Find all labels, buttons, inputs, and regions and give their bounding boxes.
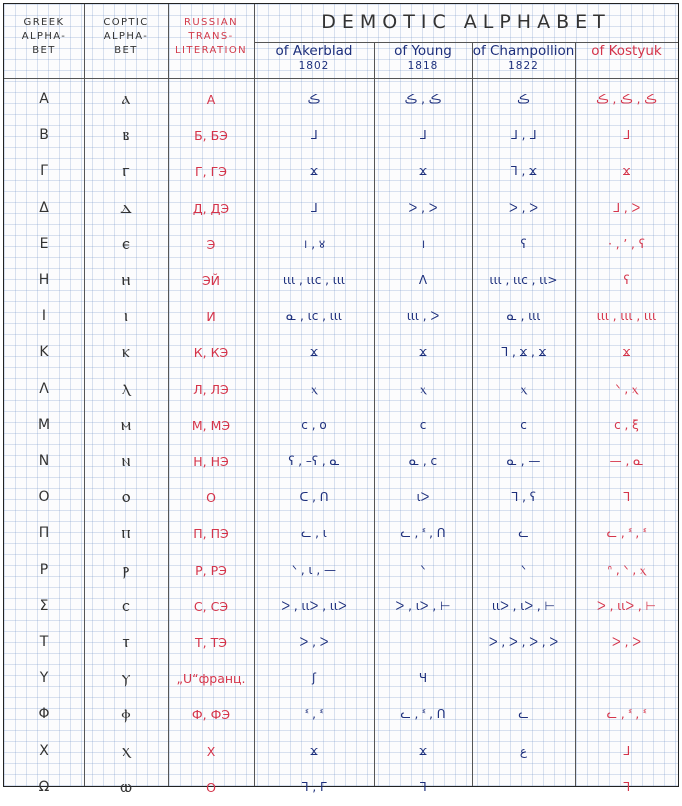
kostyuk-sign: ᒧ , ᐳ [612, 200, 641, 215]
coptic-letter: ⲫ [121, 704, 131, 725]
header-bottom-line [4, 78, 678, 79]
akerblad-sign: । , ४ [302, 236, 326, 251]
russian-transliteration: ЭЙ [201, 273, 221, 288]
young-sign: ϫ [419, 743, 427, 758]
russian-transliteration: К, КЭ [193, 345, 229, 361]
young-sign: ᐱ [418, 273, 428, 287]
young-sign: ᐠ [420, 562, 426, 577]
young-header: of Young 1818 [394, 43, 452, 72]
greek-letter: Β [39, 127, 49, 144]
table-row [4, 588, 678, 625]
young-sign: ϫ [419, 164, 427, 179]
akerblad-sign: ⲭ [311, 381, 317, 396]
coptic-letter: ⲩ [121, 668, 131, 689]
greek-letter: Ω [38, 778, 50, 795]
table-row [4, 624, 678, 661]
akerblad-sign: ᐳ , ᐳ [299, 635, 329, 649]
greek-letter: Λ [39, 380, 49, 397]
table-row [4, 443, 678, 480]
russian-transliteration: М, МЭ [191, 417, 231, 433]
coptic-letter: ⲥ [122, 595, 130, 616]
table-row [4, 117, 678, 154]
greek-letter: Υ [39, 670, 49, 687]
table-row [4, 769, 678, 806]
table-row [4, 407, 678, 444]
kostyuk-sign: ᒣ [622, 490, 631, 505]
akerblad-sign: ᓫ , ᓫ [305, 707, 323, 722]
table-row [4, 733, 678, 770]
kostyuk-sign: ᐳ , ιιᐳ , ⊢ [597, 598, 656, 613]
akerblad-sign: ϫ [310, 743, 318, 758]
kostyuk-sign: c , ξ [614, 417, 639, 432]
russian-transliteration: О [206, 779, 216, 795]
coptic-letter: ⲣ [122, 559, 130, 580]
champollion-sign: ᓚ [518, 707, 529, 722]
table-row [4, 81, 678, 118]
russian-transliteration: Т, ТЭ [195, 635, 227, 650]
champollion-sign: ᒣ , ϫ [510, 164, 537, 179]
coptic-letter: ⲅ [122, 161, 130, 182]
coptic-letter: ⲛ [121, 451, 131, 471]
champollion-sign: c [520, 417, 527, 432]
champollion-sign: ᓚ [518, 526, 529, 541]
table-row [4, 479, 678, 516]
young-sign: ᓚ , ᓫ , ᑎ [400, 707, 446, 722]
akerblad-sign: ᐠ , ι , — [291, 562, 337, 577]
coptic-letter: ⲇ [120, 197, 132, 218]
champollion-sign: ιιι , ιιc , ιι> [489, 273, 558, 287]
champollion-sign: ᐳ , ᐳ [509, 200, 538, 215]
table-row [4, 371, 678, 408]
russian-transliteration: П, ПЭ [193, 526, 229, 542]
greek-letter: Φ [38, 706, 50, 723]
akerblad-sign: ʕ , –ʕ , ᓇ [288, 454, 340, 468]
coptic-letter: ⲁ [121, 89, 131, 109]
demotic-alphabet-title: DEMOTIC ALPHABET [321, 11, 611, 33]
greek-letter: Α [39, 91, 49, 107]
akerblad-sign: ϫ [310, 345, 318, 360]
coptic-letter: ⲭ [122, 740, 130, 761]
greek-letter: Δ [39, 199, 49, 216]
kostyuk-sign: ᒧ [622, 743, 631, 758]
champollion-sign: ᒣ , ϫ , ϫ [500, 345, 547, 360]
greek-letter: Σ [39, 597, 49, 614]
russian-transliteration: Н, НЭ [193, 454, 229, 469]
table-row [4, 226, 678, 263]
young-sign: ιιι , ᐳ [406, 309, 440, 324]
champollion-sign: ᒧ , ᒧ [510, 128, 537, 143]
greek-letter: Γ [40, 163, 48, 180]
russian-transliteration: И [206, 309, 216, 325]
alphabet-sheet [3, 3, 679, 797]
young-sign: ϫ [419, 345, 427, 360]
coptic-letter: ⲉ [122, 233, 130, 254]
champollion-sign: ʕ [520, 236, 527, 251]
champollion-sign: ᓇ , ιιι [506, 309, 541, 324]
kostyuk-sign: ڪ , ڪ , ڪ [596, 92, 657, 106]
greek-letter: Π [38, 525, 50, 542]
akerblad-sign: ιιι , ιιc , ιιι [283, 273, 345, 287]
young-sign: Ч [418, 671, 428, 686]
akerblad-header: of Akerblad 1802 [275, 43, 353, 72]
champollion-sign: ع [519, 743, 528, 758]
young-sign: । [420, 236, 426, 251]
greek-letter: Κ [39, 344, 49, 361]
akerblad-sign: ᑕ , ᑎ [299, 490, 329, 505]
champollion-sign: ⲭ [520, 381, 527, 396]
akerblad-sign: c , o [301, 417, 327, 432]
kostyuk-sign: · , ʼ , ʕ [608, 236, 645, 251]
kostyuk-sign: ᒧ [622, 128, 631, 143]
coptic-letter: ⲡ [121, 523, 131, 544]
coptic-letter: ⲃ [122, 125, 130, 146]
kostyuk-sign: — , ᓇ [609, 454, 644, 468]
greek-alphabet-header: GREEK ALPHA- BET [21, 17, 67, 56]
coptic-letter: ⲕ [122, 342, 130, 363]
russian-transliteration: Д, ДЭ [192, 200, 230, 216]
akerblad-sign: ϫ [310, 164, 318, 179]
coptic-alphabet-header: COPTIC ALPHA- BET [103, 17, 149, 56]
russian-transliteration: О [206, 490, 216, 506]
table-row [4, 153, 678, 190]
russian-transliteration: С, СЭ [193, 598, 229, 614]
kostyuk-header: of Kostyuk [591, 43, 662, 59]
champollion-header: of Champollion 1822 [472, 43, 575, 72]
greek-letter: Χ [39, 742, 49, 759]
greek-letter: Μ [37, 416, 51, 433]
kostyuk-sign: ʕ [623, 273, 630, 287]
coptic-letter: ⲟ [121, 487, 131, 508]
coptic-letter: ⲱ [120, 776, 132, 797]
russian-transliteration: Х [206, 743, 216, 759]
akerblad-sign: ڪ [307, 92, 321, 106]
russian-transliteration: Ф, ФЭ [191, 707, 231, 723]
coptic-letter: ⲗ [121, 378, 130, 399]
coptic-letter: ⲧ [122, 632, 130, 652]
champollion-sign: ιιᐳ , ιᐳ , ⊢ [491, 598, 556, 613]
champollion-sign: ᓇ , — [506, 454, 541, 468]
greek-letter: Ε [39, 235, 49, 252]
table-row [4, 262, 678, 299]
akerblad-sign: ᒧ [310, 200, 318, 215]
table-row [4, 515, 678, 552]
kostyuk-sign: ᒣ [622, 779, 631, 794]
kostyuk-sign: ϫ [622, 345, 631, 360]
table-row [4, 190, 678, 227]
young-sign: ᐳ , ιᐳ , ⊢ [395, 598, 451, 613]
akerblad-sign: ᐳ , ιιᐳ , ιιᐳ [281, 598, 347, 613]
table-row [4, 298, 678, 335]
table-row [4, 552, 678, 589]
young-sign: ڪ , ڪ [404, 92, 442, 106]
akerblad-sign: ᓚ , ι [301, 526, 327, 541]
kostyuk-sign: ᐢ , ᐠ , ⲭ [607, 562, 646, 577]
kostyuk-sign: ιιι , ιιι , ιιι [596, 309, 657, 324]
russian-transliteration: Л, ЛЭ [193, 381, 229, 397]
kostyuk-sign: ᓚ , ᓫ , ᓫ [606, 707, 647, 722]
young-sign: ᓇ , c [408, 454, 438, 468]
champollion-sign: ڪ [517, 92, 530, 106]
kostyuk-sign: ᓚ , ᓫ , ᓫ [606, 526, 647, 541]
kostyuk-sign [575, 660, 678, 697]
kostyuk-sign: ᐠ , ⲭ [615, 381, 638, 396]
greek-letter: Ι [41, 308, 47, 325]
young-sign: ᒧ [419, 128, 427, 143]
kostyuk-sign: ᐳ , ᐳ [612, 635, 641, 649]
greek-letter: Τ [39, 634, 49, 650]
greek-letter: Ρ [39, 561, 49, 578]
greek-letter: Ν [38, 453, 50, 469]
champollion-sign: ᐠ [520, 562, 527, 577]
young-sign: c [419, 417, 427, 432]
young-sign [374, 624, 472, 661]
champollion-sign [472, 769, 575, 806]
greek-letter: Η [38, 272, 50, 288]
russian-transliteration: Р, РЭ [195, 562, 227, 578]
young-sign: ᓚ , ᓫ , ᑎ [400, 526, 446, 541]
table-row [4, 696, 678, 733]
young-sign: ᒣ [419, 779, 427, 794]
young-sign: ιᐳ [416, 490, 430, 505]
kostyuk-sign: ϫ [622, 164, 631, 179]
russian-transliteration: Г, ГЭ [195, 164, 227, 180]
table-row [4, 660, 678, 697]
young-sign: ⲭ [420, 381, 426, 396]
coptic-letter: ⲓ [123, 306, 129, 327]
coptic-letter: ⲏ [121, 270, 131, 290]
akerblad-sign: ᒣ , ᒥ [301, 779, 327, 794]
russian-transliteration: Б, БЭ [194, 128, 228, 144]
young-sign: ᐳ , ᐳ [408, 200, 438, 215]
table-row [4, 334, 678, 371]
russian-transliteration: Э [206, 236, 216, 252]
russian-transliteration: А [206, 92, 216, 107]
russian-transliteration-header: RUSSIAN TRANS- LITERATION [175, 17, 247, 56]
coptic-letter: ⲙ [120, 414, 131, 435]
champollion-sign: ᒣ , ʕ [511, 490, 536, 505]
akerblad-sign: ᒧ [310, 128, 318, 143]
greek-letter: Ο [38, 489, 50, 506]
akerblad-sign: ᓇ , ιc , ιιι [286, 309, 342, 324]
champollion-sign [472, 660, 575, 697]
akerblad-sign: ʃ [311, 671, 317, 686]
russian-transliteration: „U“франц. [176, 671, 246, 687]
champollion-sign: ᐳ , ᐳ , ᐳ , ᐳ [488, 635, 559, 649]
